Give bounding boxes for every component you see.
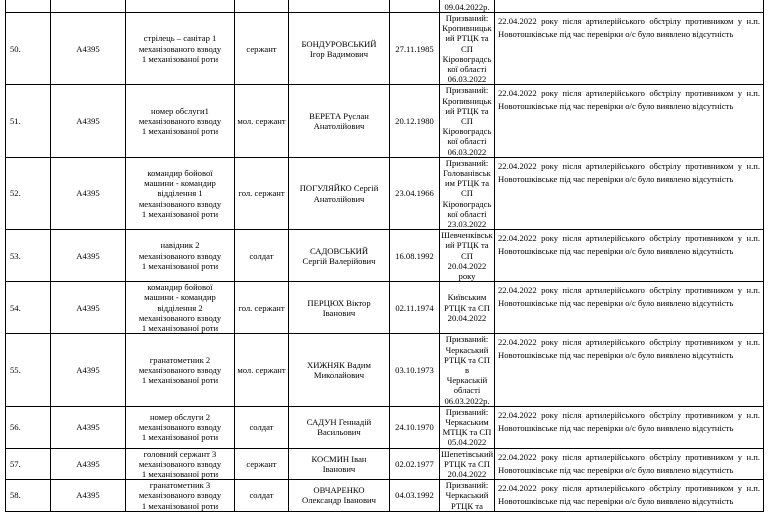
row-number: 57.: [6, 448, 51, 480]
text-line: САДУН Геннадій: [306, 416, 372, 427]
birthdate-cell: 23.04.1966: [390, 157, 440, 229]
rank-cell: сержант: [235, 448, 289, 480]
description-cell: 22.04.2022 року після артилерійського обстрілу противником у н.п. Новотошківське під час перевірки о/с було виявлено відсутність: [495, 448, 764, 480]
text-line: області: [453, 385, 481, 396]
text-line: 1 механізованої роти: [141, 208, 219, 219]
rank-cell: солдат: [235, 480, 289, 512]
position-cell: [126, 13, 235, 85]
birthdate-cell: 27.11.1985: [390, 13, 440, 85]
table-row-fragment: [6, 0, 764, 13]
text-line: 20.04.2022: [447, 260, 487, 271]
text-line: Черкаській: [446, 375, 488, 386]
text-line: Анатолійович: [313, 193, 365, 204]
text-line: Анатолійович: [313, 121, 365, 132]
text-line: 1 механізованої роти: [141, 53, 219, 64]
description-cell: 22.04.2022 року після артилерійського обстрілу противником у н.п. Новотошківське під час перевірки о/с було виявлено відсутність: [495, 85, 764, 157]
description-cell: 22.04.2022 року після артилерійського обстрілу противником у н.п. Новотошківське під час перевірки о/с було виявлено відсутність: [495, 480, 764, 512]
row-number: 58.: [6, 480, 51, 512]
unit-cell: А4395: [51, 230, 126, 282]
table-row: [6, 406, 764, 448]
text-line: Ігор Вадимович: [309, 48, 369, 59]
unit-cell: А4395: [51, 85, 126, 157]
row-number: 56.: [6, 406, 51, 448]
row-number: 50.: [6, 13, 51, 85]
name-cell: [289, 282, 390, 334]
rank-cell: мол. сержант: [235, 85, 289, 157]
birthdate-cell: 24.10.1970: [390, 406, 440, 448]
called-cell: [440, 334, 495, 406]
text-line: САДОВСЬКИЙ: [309, 245, 369, 256]
row-number: 53.: [6, 230, 51, 282]
text-line: відділення 1: [157, 188, 203, 199]
table-row: [6, 334, 764, 406]
text-line: механізованого взводу: [138, 364, 222, 375]
text-line: стрілець – санітар 1: [143, 33, 217, 44]
text-line: 1 механізованої роти: [141, 500, 219, 511]
row-number: 55.: [6, 334, 51, 406]
called-cell: [440, 230, 495, 282]
position-cell: [126, 334, 235, 406]
unit-cell: А4395: [51, 282, 126, 334]
text-line: Черкаським: [445, 416, 489, 427]
text-line: Призваний:: [445, 406, 489, 417]
called-cell: 09.04.2022р.: [440, 0, 495, 13]
text-line: Сергій Валерійович: [302, 255, 376, 266]
unit-cell: А4395: [51, 13, 126, 85]
rank-cell: гол. сержант: [235, 157, 289, 229]
birthdate-cell: 04.03.1992: [390, 480, 440, 512]
row-number: 54.: [6, 282, 51, 334]
description-cell: 22.04.2022 року після артилерійського обстрілу противником у н.п. Новотошківське під час перевірки о/с було виявлено відсутність: [495, 13, 764, 85]
text-line: 20.04.2022: [447, 468, 487, 479]
description-cell: 22.04.2022 року після артилерійського обстрілу противником у н.п. Новотошківське під час перевірки о/с було виявлено відсутність: [495, 282, 764, 334]
text-line: гранатометник 3: [149, 480, 211, 491]
birthdate-cell: 16.08.1992: [390, 230, 440, 282]
text-line: Голованівськ: [443, 168, 491, 179]
description-cell: 22.04.2022 року після артилерійського обстрілу противником у н.п. Новотошківське під час перевірки о/с було виявлено відсутність: [495, 334, 764, 406]
text-line: КОСМИН Іван: [311, 453, 367, 464]
name-cell: [289, 480, 390, 512]
text-line: 05.04.2022: [447, 437, 487, 448]
table-row: [6, 480, 764, 512]
text-line: ий РТЦК та: [445, 240, 489, 251]
text-line: Призваний:: [445, 13, 489, 23]
text-line: ий РТЦК та: [445, 105, 489, 116]
position-cell: [126, 406, 235, 448]
text-line: 20.04.2022: [447, 312, 487, 323]
text-line: машини - командир: [144, 292, 216, 303]
text-line: 1 механізованої роти: [141, 126, 219, 137]
position-cell: [126, 448, 235, 480]
description-cell: 22.04.2022 року після артилерійського обстрілу противником у н.п. Новотошківське під час перевірки о/с було виявлено відсутність: [495, 157, 764, 229]
row-number: 51.: [6, 85, 51, 157]
text-line: номер обслуги1: [151, 105, 209, 116]
name-cell: [289, 157, 390, 229]
text-line: 1 механізованої роти: [141, 468, 219, 479]
text-line: командир бойової: [147, 282, 213, 293]
position-cell: [126, 157, 235, 229]
position-cell: [126, 282, 235, 334]
text-line: СП: [461, 250, 473, 261]
text-line: механізованого взводу: [138, 490, 222, 501]
text-line: 06.03.2022: [447, 146, 487, 157]
description-cell: 22.04.2022 року після артилерійського обстрілу противником у н.п. Новотошківське під час перевірки о/с було виявлено відсутність: [495, 230, 764, 282]
birthdate-cell: 03.10.1973: [390, 334, 440, 406]
text-line: механізованого взводу: [138, 422, 222, 433]
text-line: ОВЧАРЕНКО: [313, 485, 365, 496]
unit-cell: А4395: [51, 334, 126, 406]
text-line: Призваний:: [445, 85, 489, 96]
text-line: кої області: [447, 208, 487, 219]
unit-cell: А4395: [51, 448, 126, 480]
rank-cell: солдат: [235, 406, 289, 448]
text-line: ий РТЦК та: [445, 33, 489, 44]
birthdate-cell: 02.02.1977: [390, 448, 440, 480]
text-line: машини - командир: [144, 178, 216, 189]
table-row: [6, 230, 764, 282]
called-cell: [440, 157, 495, 229]
text-line: 06.03.2022: [447, 74, 487, 85]
text-line: ПОГУЛЯЙКО Сергій: [299, 183, 379, 194]
text-line: Кіровоградсь: [442, 53, 492, 64]
text-line: механізованого взводу: [138, 250, 222, 261]
text-line: Призваний:: [445, 157, 489, 168]
text-line: гранатометник 2: [149, 354, 211, 365]
text-line: Шепетівський: [441, 448, 494, 459]
position-cell: [126, 85, 235, 157]
text-line: ВЕРЕТА Руслан: [309, 110, 369, 121]
text-line: СП: [461, 43, 473, 54]
text-line: кої області: [447, 64, 487, 75]
birthdate-cell: 20.12.1980: [390, 85, 440, 157]
position-cell: [126, 480, 235, 512]
text-line: Кропивницьк: [442, 95, 492, 106]
text-line: Миколайович: [313, 370, 365, 380]
text-line: Київським: [447, 292, 487, 303]
text-line: СП: [461, 116, 473, 127]
text-line: им РТЦК та: [444, 178, 490, 189]
text-line: 1 механізованої роти: [141, 375, 219, 386]
text-line: Призваний:: [445, 480, 489, 491]
table-row: [6, 282, 764, 334]
text-line: Призваний:: [445, 334, 489, 345]
description-cell: 22.04.2022 року після артилерійського обстрілу противником у н.п. Новотошківське під час перевірки о/с було виявлено відсутність: [495, 406, 764, 448]
table-row: [6, 157, 764, 229]
text-line: навідник 2: [160, 240, 200, 251]
text-line: механізованого взводу: [138, 116, 222, 127]
personnel-table: [5, 0, 764, 512]
called-cell: [440, 85, 495, 157]
name-cell: [289, 85, 390, 157]
text-line: Черкаський: [445, 490, 489, 501]
text-line: 1 механізованої роти: [141, 260, 219, 271]
name-cell: [289, 406, 390, 448]
called-cell: [440, 406, 495, 448]
called-cell: [440, 448, 495, 480]
rank-cell: сержант: [235, 13, 289, 85]
position-cell: [126, 230, 235, 282]
name-cell: [289, 13, 390, 85]
text-line: Іванович: [322, 463, 356, 474]
text-line: механізованого взводу: [138, 43, 222, 54]
text-line: БОНДУРОВСЬКИЙ: [301, 38, 377, 49]
unit-cell: А4395: [51, 157, 126, 229]
text-line: номер обслуги 2: [149, 411, 211, 422]
text-line: МТЦК та СП: [442, 427, 492, 438]
table-row: [6, 13, 764, 85]
text-line: 06.03.2022р.: [444, 395, 490, 406]
rank-cell: мол. сержант: [235, 334, 289, 406]
rank-cell: солдат: [235, 230, 289, 282]
name-cell: [289, 230, 390, 282]
text-line: кої області: [447, 136, 487, 147]
text-line: Васильович: [317, 427, 361, 438]
text-line: механізованого взводу: [138, 458, 222, 469]
text-line: 1 механізованої роти: [141, 432, 219, 443]
text-line: РТЦК та: [451, 500, 483, 511]
text-line: ХИЖНЯК Вадим: [307, 359, 371, 370]
text-line: РТЦК та СП: [444, 302, 490, 313]
text-line: Олександр Іванович: [302, 495, 376, 506]
text-line: року: [458, 271, 476, 282]
text-line: Кропивницьк: [442, 23, 492, 34]
called-cell: [440, 13, 495, 85]
rank-cell: гол. сержант: [235, 282, 289, 334]
called-cell: [440, 480, 495, 512]
text-line: Черкаський: [445, 344, 489, 355]
table-body: [6, 0, 764, 511]
text-line: 1 механізованої роти: [141, 323, 219, 334]
text-line: Іванович: [322, 307, 356, 318]
unit-cell: А4395: [51, 480, 126, 512]
unit-cell: А4395: [51, 406, 126, 448]
text-line: механізованого взводу: [138, 198, 222, 209]
text-line: ПЕРЦЮХ Віктор: [307, 297, 371, 308]
text-line: РТЦК та СП: [444, 458, 490, 469]
table-row: [6, 85, 764, 157]
row-number: 52.: [6, 157, 51, 229]
name-cell: [289, 334, 390, 406]
birthdate-cell: 02.11.1974: [390, 282, 440, 334]
text-line: 23.03.2022: [447, 219, 487, 230]
text-line: відділення 2: [157, 302, 203, 313]
name-cell: [289, 448, 390, 480]
text-line: головний сержант 3: [143, 448, 217, 459]
text-line: Кіровоградсь: [442, 126, 492, 137]
text-line: РТЦК та СП в: [444, 354, 490, 375]
text-line: командир бойової: [147, 168, 213, 179]
text-line: Кіровоградсь: [442, 198, 492, 209]
text-line: СП: [461, 188, 473, 199]
table-row: [6, 448, 764, 480]
text-line: Шевченківськ: [441, 230, 493, 241]
text-line: механізованого взводу: [138, 312, 222, 323]
called-cell: [440, 282, 495, 334]
